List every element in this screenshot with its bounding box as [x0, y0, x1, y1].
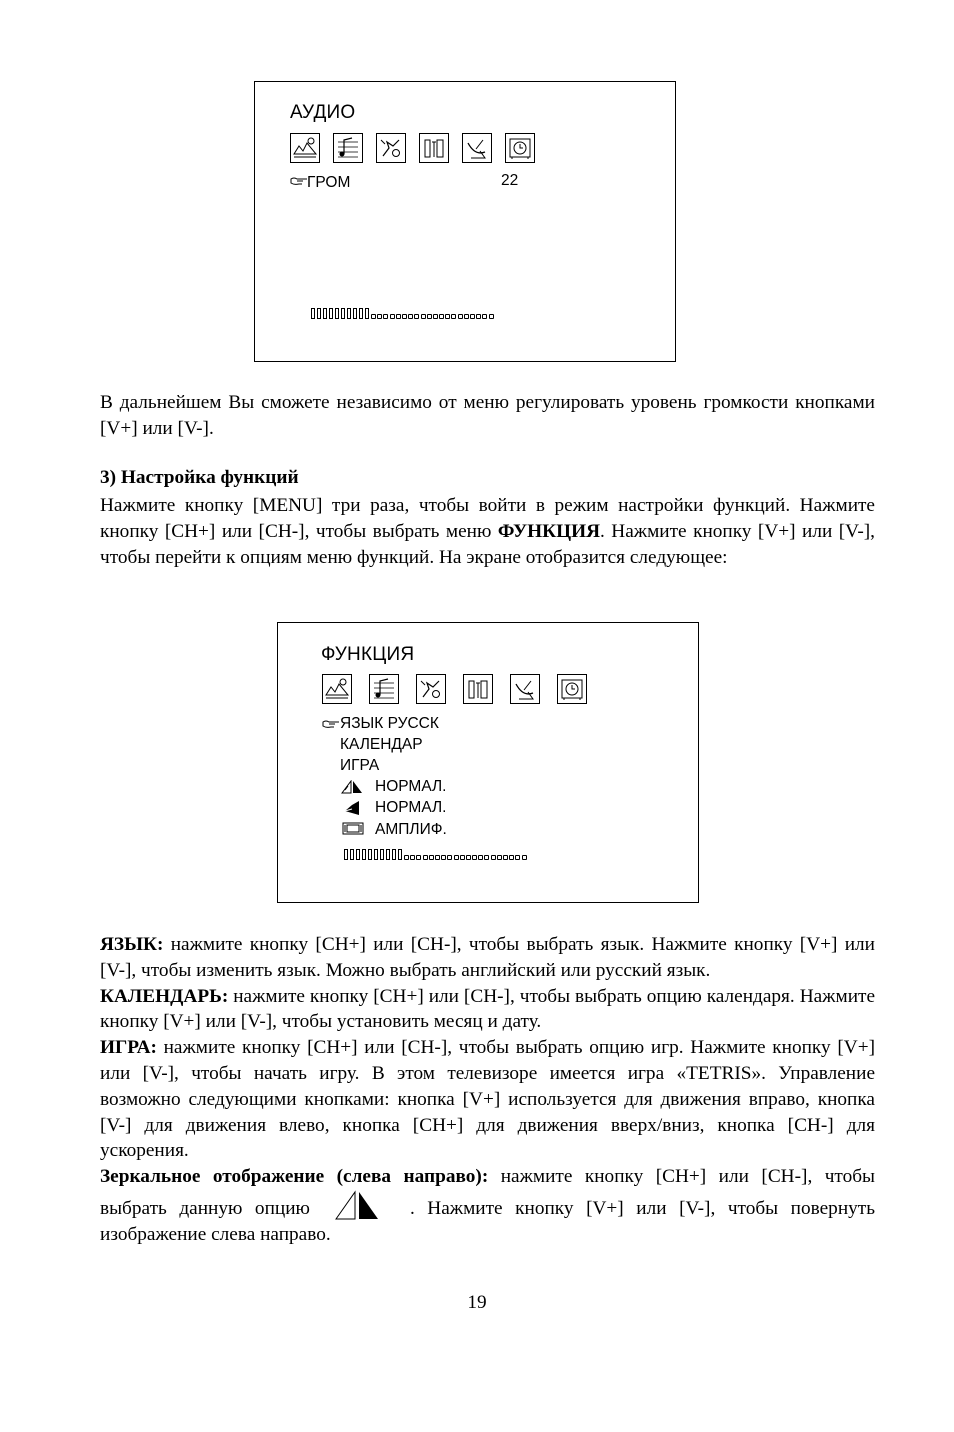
bar-segment-empty — [482, 314, 487, 319]
volume-paragraph-text: В дальнейшем Вы сможете независимо от меню регулировать уровень громкости кнопками [V+] или [V-]. — [100, 392, 875, 439]
bar-segment-filled — [386, 849, 390, 860]
pointer-hand-icon — [322, 719, 340, 729]
osd-icon-row — [290, 133, 535, 163]
screen-zoom-icon — [342, 822, 364, 835]
bar-segment-filled — [353, 308, 357, 319]
mirror-horizontal-icon — [341, 780, 363, 794]
bar-segment-filled — [329, 308, 333, 319]
osd-title: АУДИО — [290, 102, 356, 123]
bar-segment-empty — [377, 314, 382, 319]
game-label: ИГРА: — [100, 1037, 157, 1059]
bar-segment-filled — [368, 849, 372, 860]
satellite-dish-icon — [510, 674, 540, 704]
bar-segment-empty — [427, 314, 432, 319]
volume-value: 22 — [501, 172, 519, 189]
intro-text-part-1: Нажмите кнопку [MENU] три раза, чтобы войти в режим настройки функций. Нажмите кнопку [CH+] или [CH-], чтобы выбрать меню — [100, 495, 875, 542]
function-intro-text — [100, 493, 875, 570]
bar-segment-empty — [484, 855, 489, 860]
function-intro-paragraph — [100, 493, 875, 570]
mirror-horizontal-icon — [334, 1190, 380, 1220]
function-settings-icon — [416, 674, 446, 704]
picture-settings-icon — [322, 674, 352, 704]
pointer-hand-icon — [290, 176, 308, 186]
page-number: 19 — [467, 1292, 487, 1313]
volume-level-bar — [311, 308, 495, 319]
menu-item-flip: НОРМАЛ. — [375, 799, 447, 816]
tools-icon — [419, 133, 449, 163]
flip-vertical-icon — [343, 800, 361, 816]
volume-paragraph — [100, 390, 875, 442]
function-settings-icon — [376, 133, 406, 163]
bar-segment-filled — [362, 849, 366, 860]
bar-segment-empty — [421, 314, 426, 319]
bar-segment-empty — [414, 314, 419, 319]
mirror-description — [100, 1164, 875, 1247]
volume-level-bar — [344, 849, 528, 860]
game-description — [100, 1035, 875, 1164]
bar-segment-empty — [470, 314, 475, 319]
mirror-label: Зеркальное отображение (слева направо): — [100, 1166, 489, 1188]
bar-segment-filled — [392, 849, 396, 860]
bar-segment-empty — [451, 314, 456, 319]
calendar-label: КАЛЕНДАРЬ: — [100, 985, 229, 1007]
audio-settings-icon — [333, 133, 363, 163]
language-text: нажмите кнопку [CH+] или [CH-], чтобы выбрать язык. Нажмите кнопку [V+] или [V-], чтобы изменить язык. Можно выбрать английский или русский язык. — [100, 934, 875, 981]
bar-segment-empty — [429, 855, 434, 860]
bar-segment-filled — [341, 308, 345, 319]
bar-segment-filled — [347, 308, 351, 319]
bar-segment-filled — [323, 308, 327, 319]
osd-icon-row — [322, 674, 587, 704]
bar-segment-filled — [311, 308, 315, 319]
intro-text-part-2: . Нажмите кнопку [V+] или [V-], чтобы перейти к опциям меню функций. На экране отобразится следующее: — [100, 520, 876, 568]
bar-segment-filled — [398, 849, 402, 860]
bar-segment-empty — [466, 855, 471, 860]
calendar-description — [100, 984, 875, 1036]
bar-segment-empty — [408, 314, 413, 319]
bar-segment-empty — [472, 855, 477, 860]
calendar-text: нажмите кнопку [CH+] или [CH-], чтобы выбрать опцию календаря. Нажмите кнопку [V+] или [V-], чтобы установить месяц и дату. — [100, 985, 875, 1033]
bar-segment-filled — [359, 308, 363, 319]
menu-item-language: ЯЗЫК РУССК — [340, 715, 439, 732]
descriptions — [100, 932, 875, 1248]
bar-segment-empty — [371, 314, 376, 319]
game-text: нажмите кнопку [CH+] или [CH-], чтобы выбрать опцию игр. Нажмите кнопку [V+] или [V-], чтобы начать игру. В этом телевизоре имеется игра «TETRIS». Управление возможно следующими кнопками: кнопка [V+] используется для движения вправо, кнопка [V-] для движения влево, кнопка [CH+] для движения вверх/вниз, кнопка [CH-] для ускорения. — [100, 1037, 875, 1162]
menu-item-game: ИГРА — [340, 757, 380, 774]
bar-segment-empty — [447, 855, 452, 860]
intro-bold-menu-name: ФУНКЦИЯ — [497, 520, 600, 542]
bar-segment-filled — [356, 849, 360, 860]
language-description — [100, 932, 875, 984]
bar-segment-empty — [441, 855, 446, 860]
bar-segment-filled — [317, 308, 321, 319]
menu-item-zoom: АМПЛИФ. — [375, 821, 447, 838]
bar-segment-empty — [503, 855, 508, 860]
satellite-dish-icon — [462, 133, 492, 163]
bar-segment-filled — [344, 849, 348, 860]
bar-segment-empty — [396, 314, 401, 319]
bar-segment-empty — [478, 855, 483, 860]
bar-segment-empty — [416, 855, 421, 860]
osd-title: ФУНКЦИЯ — [321, 644, 415, 665]
section-heading: 3) Настройка функций — [100, 467, 299, 488]
bar-segment-empty — [383, 314, 388, 319]
mirror-text-part-2: . Нажмите кнопку [V+] или [V-], чтобы повернуть изображение слева направо. — [100, 1197, 875, 1245]
clock-icon — [557, 674, 587, 704]
bar-segment-empty — [423, 855, 428, 860]
bar-segment-empty — [497, 855, 502, 860]
bar-segment-empty — [439, 314, 444, 319]
audio-settings-icon — [369, 674, 399, 704]
bar-segment-empty — [435, 855, 440, 860]
bar-segment-filled — [335, 308, 339, 319]
bar-segment-empty — [458, 314, 463, 319]
bar-segment-filled — [380, 849, 384, 860]
bar-segment-filled — [374, 849, 378, 860]
bar-segment-empty — [464, 314, 469, 319]
bar-segment-empty — [522, 855, 527, 860]
clock-icon — [505, 133, 535, 163]
bar-segment-empty — [489, 314, 494, 319]
bar-segment-empty — [476, 314, 481, 319]
bar-segment-empty — [509, 855, 514, 860]
bar-segment-filled — [365, 308, 369, 319]
bar-segment-empty — [402, 314, 407, 319]
bar-segment-empty — [515, 855, 520, 860]
language-label: ЯЗЫК: — [100, 934, 164, 955]
bar-segment-empty — [433, 314, 438, 319]
picture-settings-icon — [290, 133, 320, 163]
audio-osd-screen — [254, 81, 676, 362]
bar-segment-empty — [404, 855, 409, 860]
bar-segment-empty — [454, 855, 459, 860]
tools-icon — [463, 674, 493, 704]
bar-segment-empty — [445, 314, 450, 319]
bar-segment-filled — [350, 849, 354, 860]
menu-item-mirror: НОРМАЛ. — [375, 778, 447, 795]
bar-segment-empty — [410, 855, 415, 860]
bar-segment-empty — [491, 855, 496, 860]
bar-segment-empty — [460, 855, 465, 860]
bar-segment-empty — [390, 314, 395, 319]
mirror-text-part-1: нажмите кнопку [CH+] или [CH-], чтобы выбрать данную опцию — [100, 1166, 875, 1219]
volume-label: ГРОМ — [307, 174, 351, 191]
function-osd-screen — [277, 622, 699, 903]
menu-item-calendar: КАЛЕНДАР — [340, 736, 423, 753]
